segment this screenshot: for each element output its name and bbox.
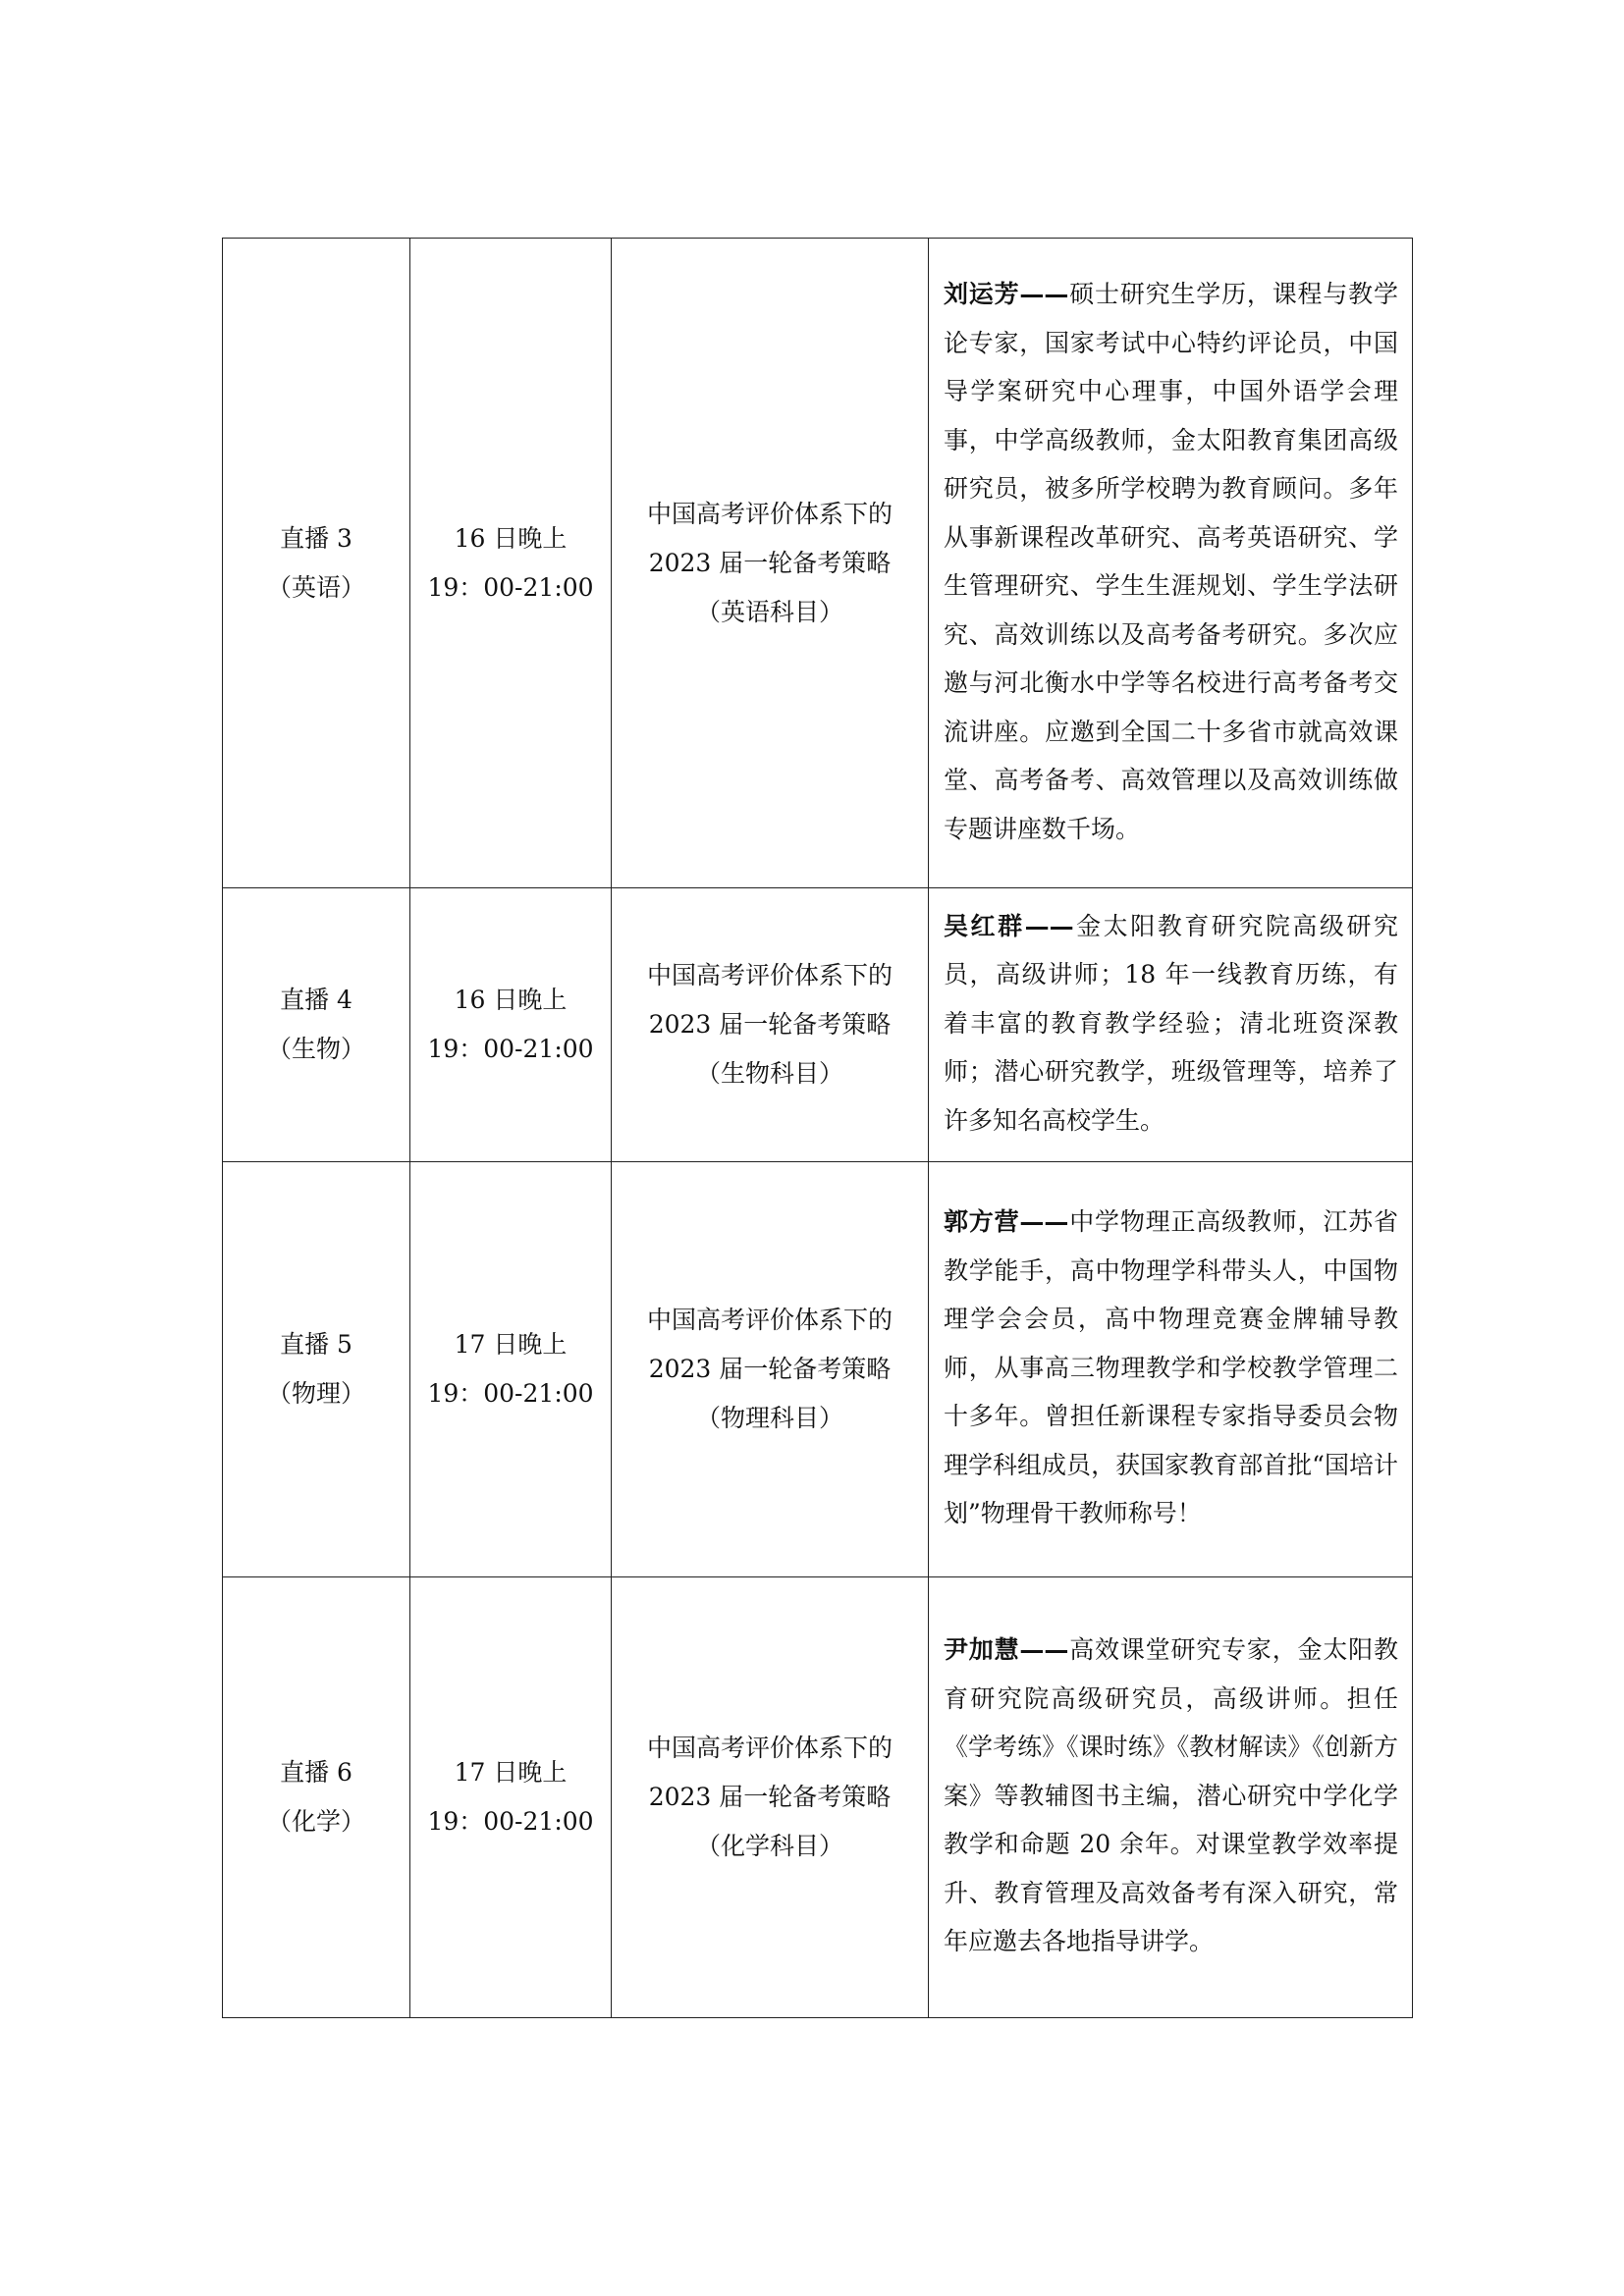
topic-line: （化学科目） bbox=[695, 1832, 843, 1860]
session-cell bbox=[223, 1577, 410, 2018]
speaker-name: 郭方营—— bbox=[944, 1207, 1069, 1237]
time-cell bbox=[410, 239, 612, 888]
subject-label: （生物） bbox=[266, 1035, 365, 1063]
speaker-intro-cell bbox=[929, 1577, 1413, 2018]
topic-cell bbox=[612, 1577, 929, 2018]
time-label: 19：00-21:00 bbox=[427, 572, 594, 602]
speaker-bio: 金太阳教育研究院高级研究员，高级讲师；18 年一线教育历练，有着丰富的教育教学经验；清北班资深教师；潜心研究教学，班级管理等，培养了许多知名高校学生。 bbox=[944, 911, 1398, 1135]
topic-line: （生物科目） bbox=[695, 1059, 843, 1088]
topic-line: 2023 届一轮备考策略 bbox=[648, 1010, 892, 1039]
time-cell bbox=[410, 1577, 612, 2018]
session-label: 直播 4 bbox=[280, 986, 352, 1014]
session-label: 直播 3 bbox=[280, 523, 352, 553]
speaker-intro-cell bbox=[929, 888, 1413, 1162]
time-cell bbox=[410, 1162, 612, 1577]
topic-line: 2023 届一轮备考策略 bbox=[648, 1783, 892, 1811]
date-label: 16 日晚上 bbox=[454, 523, 568, 553]
table-row bbox=[223, 888, 1413, 1162]
topic-line: 中国高考评价体系下的 bbox=[646, 961, 893, 989]
topic-line: 2023 届一轮备考策略 bbox=[648, 1355, 892, 1383]
session-cell bbox=[223, 1162, 410, 1577]
topic-line: （物理科目） bbox=[695, 1404, 843, 1432]
speaker-bio: 高效课堂研究专家，金太阳教育研究院高级研究员，高级讲师。担任《学考练》《课时练》《教材解读》《创新方案》等教辅图书主编，潜心研究中学化学教学和命题 20 余年。对课堂教学效率提升、教育管理及高效备考有深入研究，常年应邀去各地指导讲学。 bbox=[944, 1635, 1398, 1956]
topic-line: （英语科目） bbox=[695, 597, 843, 626]
speaker-bio: 硕士研究生学历，课程与教学论专家，国家考试中心特约评论员，中国导学案研究中心理事，中国外语学会理事，中学高级教师，金太阳教育集团高级研究员，被多所学校聘为教育顾问。多年从事新课程改革研究、高考英语研究、学生管理研究、学生生涯规划、学生学法研究、高效训练以及高考备考研究。多次应邀与河北衡水中学等名校进行高考备考交流讲座。应邀到全国二十多省市就高效课堂、高考备考、高效管理以及高效训练做专题讲座数千场。 bbox=[944, 280, 1398, 843]
speaker-name: 刘运芳—— bbox=[944, 280, 1069, 308]
topic-line: 2023 届一轮备考策略 bbox=[648, 548, 892, 577]
date-label: 17 日晚上 bbox=[454, 1330, 568, 1359]
session-cell bbox=[223, 239, 410, 888]
topic-line: 中国高考评价体系下的 bbox=[646, 499, 893, 528]
table-row bbox=[223, 1577, 1413, 2018]
live-schedule-table bbox=[222, 238, 1413, 2018]
speaker-intro-cell bbox=[929, 239, 1413, 888]
session-label: 直播 5 bbox=[280, 1330, 352, 1359]
session-cell bbox=[223, 888, 410, 1162]
speaker-bio: 中学物理正高级教师，江苏省教学能手，高中物理学科带头人，中国物理学会会员，高中物理竞赛金牌辅导教师，从事高三物理教学和学校教学管理二十多年。曾担任新课程专家指导委员会物理学科组成员，获国家教育部首批“国培计划”物理骨干教师称号！ bbox=[944, 1207, 1398, 1528]
time-label: 19：00-21:00 bbox=[427, 1379, 594, 1408]
table-row bbox=[223, 1162, 1413, 1577]
topic-line: 中国高考评价体系下的 bbox=[646, 1306, 893, 1334]
time-cell bbox=[410, 888, 612, 1162]
date-label: 17 日晚上 bbox=[454, 1758, 568, 1787]
topic-cell bbox=[612, 239, 929, 888]
time-label: 19：00-21:00 bbox=[427, 1035, 594, 1063]
topic-cell bbox=[612, 888, 929, 1162]
topic-line: 中国高考评价体系下的 bbox=[646, 1734, 893, 1762]
table-row bbox=[223, 239, 1413, 888]
subject-label: （英语） bbox=[266, 572, 365, 602]
speaker-name: 尹加慧—— bbox=[944, 1635, 1069, 1665]
subject-label: （物理） bbox=[266, 1379, 365, 1408]
time-label: 19：00-21:00 bbox=[427, 1807, 594, 1836]
topic-cell bbox=[612, 1162, 929, 1577]
speaker-intro-cell bbox=[929, 1162, 1413, 1577]
date-label: 16 日晚上 bbox=[454, 986, 568, 1014]
speaker-name: 吴红群—— bbox=[944, 911, 1074, 940]
subject-label: （化学） bbox=[266, 1807, 365, 1836]
session-label: 直播 6 bbox=[280, 1758, 352, 1787]
